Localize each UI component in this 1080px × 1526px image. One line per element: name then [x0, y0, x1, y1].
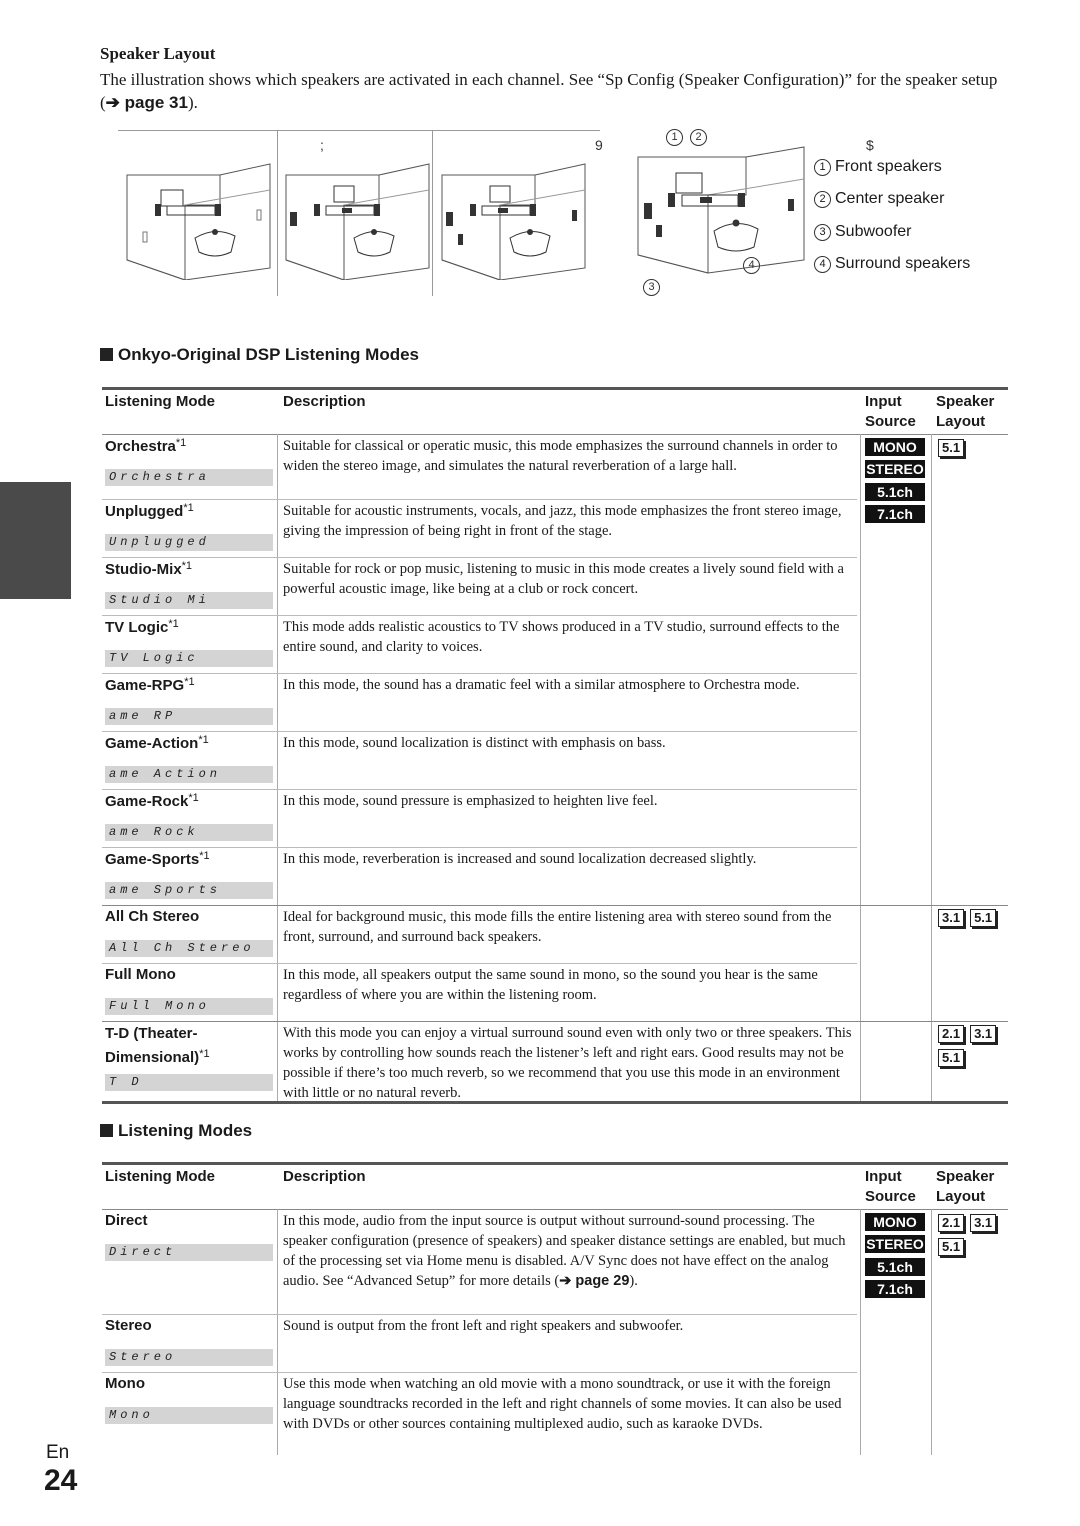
fl-display-text: Mono — [105, 1407, 273, 1424]
mode-name: Game-Rock$^{*1}$ — [105, 792, 199, 810]
speaker-layout-title: Speaker Layout — [100, 44, 216, 63]
square-bullet-icon — [100, 1124, 113, 1137]
callout-center: 2 — [690, 128, 711, 146]
mode-description: In this mode, audio from the input source is output without surround-sound processing. The speaker configuration (presence of speakers) and speaker distance settings are enabled, but much of the processing set via Home menu is disabled. A/V Sync does not have effect on the analog audio. See “Advanced Setup” for more details (➔ page 29). — [283, 1213, 846, 1289]
header-listening-mode: Listening Mode — [105, 393, 215, 410]
header-input-source: Input Source — [865, 393, 916, 430]
column-divider — [860, 1209, 861, 1455]
page-link[interactable]: ➔ page 31 — [105, 93, 188, 112]
fl-display-text: ame RP — [105, 708, 273, 725]
callout-surround: 4 — [743, 256, 764, 274]
mode-description: Suitable for acoustic instruments, vocals, and jazz, this mode emphasizes the front stereo image, giving the impression of being right in front of the stage. — [283, 503, 842, 539]
column-divider — [277, 1209, 278, 1455]
listening-modes-table — [102, 1162, 1008, 1457]
badge-mono: MONO — [865, 1213, 925, 1231]
mode-description: In this mode, all speakers output the same sound in mono, so the sound you hear is the same regardless of where you are within the listening room. — [283, 967, 818, 1003]
row-divider — [102, 615, 857, 616]
layout-group-2 — [938, 909, 1010, 927]
badge-stereo: STEREO — [866, 461, 924, 477]
page-ref[interactable]: page 29 — [575, 1273, 630, 1289]
table-top-rule — [102, 1162, 1008, 1165]
layout-badge: 5.1 — [938, 439, 964, 457]
room-illustration-3-1 — [284, 160, 434, 280]
header-rule — [102, 1209, 1008, 1210]
row-divider — [102, 789, 857, 790]
fl-display-text: TV Logic — [105, 650, 273, 667]
page-ref[interactable]: page 31 — [124, 93, 188, 112]
glyph-label: 9 — [595, 137, 603, 153]
fl-display-text: Studio Mi — [105, 592, 273, 609]
desc-text-end: ). — [187, 93, 198, 112]
header-description: Description — [283, 1168, 366, 1185]
row-divider — [102, 1372, 857, 1373]
table-top-rule — [102, 387, 1008, 390]
mode-name: Orchestra$^{*1}$ — [105, 437, 187, 455]
layout-group-3 — [938, 1025, 1010, 1067]
glyph-label: $ — [866, 137, 874, 153]
mode-description: Ideal for background music, this mode fills the entire listening area with stereo sound from the front, surround, and surround back speakers. — [283, 909, 832, 945]
mode-description: In this mode, reverberation is increased and sound localization decreased slightly. — [283, 851, 757, 867]
row-divider — [102, 673, 857, 674]
row-divider — [102, 499, 857, 500]
fl-display-text: Direct — [105, 1244, 273, 1261]
room-illustration-labeled — [636, 145, 806, 275]
mode-description: Use this mode when watching an old movie with a mono soundtrack, or use it with the foreign language soundtracks recorded in the left and right channels of some movies. It can also be used with DVDs or other sources containing multiplexed audio, such as karaoke DVDs. — [283, 1376, 842, 1432]
header-speaker-layout: Speaker Layout — [936, 393, 995, 430]
header-rule — [102, 434, 1008, 435]
badge-7-1ch: 7.1ch — [865, 505, 925, 523]
room-illustration-2-1 — [125, 160, 275, 280]
glyph-label: ; — [320, 137, 324, 153]
layout-badge: 2.1 — [938, 1025, 964, 1043]
room-illustration-5-1 — [440, 160, 590, 280]
fl-display-text: Unplugged — [105, 534, 273, 551]
row-divider — [102, 963, 857, 964]
layout-badge: 5.1 — [970, 909, 996, 927]
fl-display-text: Orchestra — [105, 469, 273, 486]
mode-description: Suitable for rock or pop music, listening to music in this mode creates a lively sound field with a powerful acoustic image, like being at a club or rock concert. — [283, 561, 844, 597]
section-tab — [0, 482, 71, 599]
mode-name: Mono — [105, 1375, 145, 1392]
mode-name: Studio-Mix$^{*1}$ — [105, 560, 193, 578]
mode-name: TV Logic$^{*1}$ — [105, 618, 179, 636]
mode-name: Unplugged$^{*1}$ — [105, 502, 194, 520]
badge-7-1ch: 7.1ch — [865, 1280, 925, 1298]
layout-badge: 3.1 — [938, 909, 964, 927]
header-input-source: Input Source — [865, 1168, 916, 1205]
layout-badge: 3.1 — [970, 1214, 996, 1232]
fl-display-text: T D — [105, 1074, 273, 1091]
row-divider — [102, 557, 857, 558]
mode-description: In this mode, sound localization is distinct with emphasis on bass. — [283, 735, 666, 751]
group-divider — [102, 905, 1008, 906]
page-number: 24 — [44, 1464, 78, 1497]
callout-front: 1 — [666, 128, 687, 146]
illustration-divider — [277, 130, 278, 296]
mode-description: In this mode, sound pressure is emphasized to heighten live feel. — [283, 793, 658, 809]
fl-display-text: Full Mono — [105, 998, 273, 1015]
header-speaker-layout: Speaker Layout — [936, 1168, 995, 1205]
header-listening-mode: Listening Mode — [105, 1168, 215, 1185]
square-bullet-icon — [100, 348, 113, 361]
legend-front-speakers: 1 Front speakers — [814, 158, 942, 176]
column-divider — [860, 434, 861, 1103]
fl-display-text: All Ch Stereo — [105, 940, 273, 957]
language-label: En — [46, 1442, 70, 1463]
table-bottom-rule — [102, 1101, 1008, 1104]
layout-badge: 5.1 — [938, 1049, 964, 1067]
column-divider — [931, 434, 932, 1103]
speaker-layout-description — [100, 68, 1000, 114]
fl-display-text: ame Sports — [105, 882, 273, 899]
row-divider — [102, 847, 857, 848]
fl-display-text: Stereo — [105, 1349, 273, 1366]
column-divider — [277, 434, 278, 1103]
fl-display-text: ame Rock — [105, 824, 273, 841]
callout-subwoofer: 3 — [643, 278, 664, 296]
layout-badge: 5.1 — [938, 1238, 964, 1256]
mode-name: All Ch Stereo — [105, 908, 200, 925]
dsp-modes-table — [102, 387, 1008, 1104]
mode-name: Direct — [105, 1212, 148, 1229]
mode-name: Game-Sports$^{*1}$ — [105, 850, 210, 868]
badge-mono: MONO — [865, 438, 925, 456]
layout-badge: 2.1 — [938, 1214, 964, 1232]
layout-group — [938, 1214, 1010, 1256]
illustration-rule — [118, 130, 600, 131]
legend-surround-speakers: 4 Surround speakers — [814, 255, 970, 273]
mode-description: With this mode you can enjoy a virtual surround sound even with only two or three speakers. This works by controlling how sounds reach the listener’s left and right ears. Good results may not be possible if there’s too much reverb, so we recommend that you use this mode in an environment with little or no natural reverb. — [283, 1025, 852, 1101]
lm-section-title: Listening Modes — [100, 1121, 252, 1141]
dsp-section-title: Onkyo-Original DSP Listening Modes — [100, 345, 419, 365]
legend-center-speaker: 2 Center speaker — [814, 190, 944, 208]
layout-group-1 — [938, 439, 1010, 457]
group-divider — [102, 1021, 1008, 1022]
mode-description: Suitable for classical or operatic music, this mode emphasizes the surround channels in order to widen the stereo image, and simulates the natural reverberation of a large hall. — [283, 438, 838, 474]
mode-name: Stereo — [105, 1317, 152, 1334]
mode-description: Sound is output from the front left and right speakers and subwoofer. — [283, 1318, 684, 1334]
fl-display-text: ame Action — [105, 766, 273, 783]
badge-5-1ch: 5.1ch — [865, 483, 925, 501]
row-divider — [102, 1314, 857, 1315]
page-link[interactable]: ➔ page 29 — [559, 1273, 630, 1289]
mode-description: This mode adds realistic acoustics to TV shows produced in a TV studio, surround effects to the entire sound, and clarity to voices. — [283, 619, 840, 655]
mode-name: Full Mono — [105, 966, 176, 983]
desc-text: The illustration shows which speakers are activated in each channel. See “Sp Config (Speaker Configuration)” for the speaker setup ( — [100, 70, 998, 112]
layout-badge: 3.1 — [970, 1025, 996, 1043]
badge-5-1ch: 5.1ch — [865, 1258, 925, 1276]
badge-stereo: STEREO — [866, 1236, 924, 1252]
mode-description: In this mode, the sound has a dramatic feel with a similar atmosphere to Orchestra mode. — [283, 677, 800, 693]
mode-name: Game-Action$^{*1}$ — [105, 734, 209, 752]
legend-subwoofer: 3 Subwoofer — [814, 223, 912, 241]
column-divider — [931, 1209, 932, 1455]
mode-name: Game-RPG$^{*1}$ — [105, 676, 195, 694]
row-divider — [102, 731, 857, 732]
header-description: Description — [283, 393, 366, 410]
mode-name: T-D (Theater-Dimensional)$^{*1}$ — [105, 1025, 210, 1066]
